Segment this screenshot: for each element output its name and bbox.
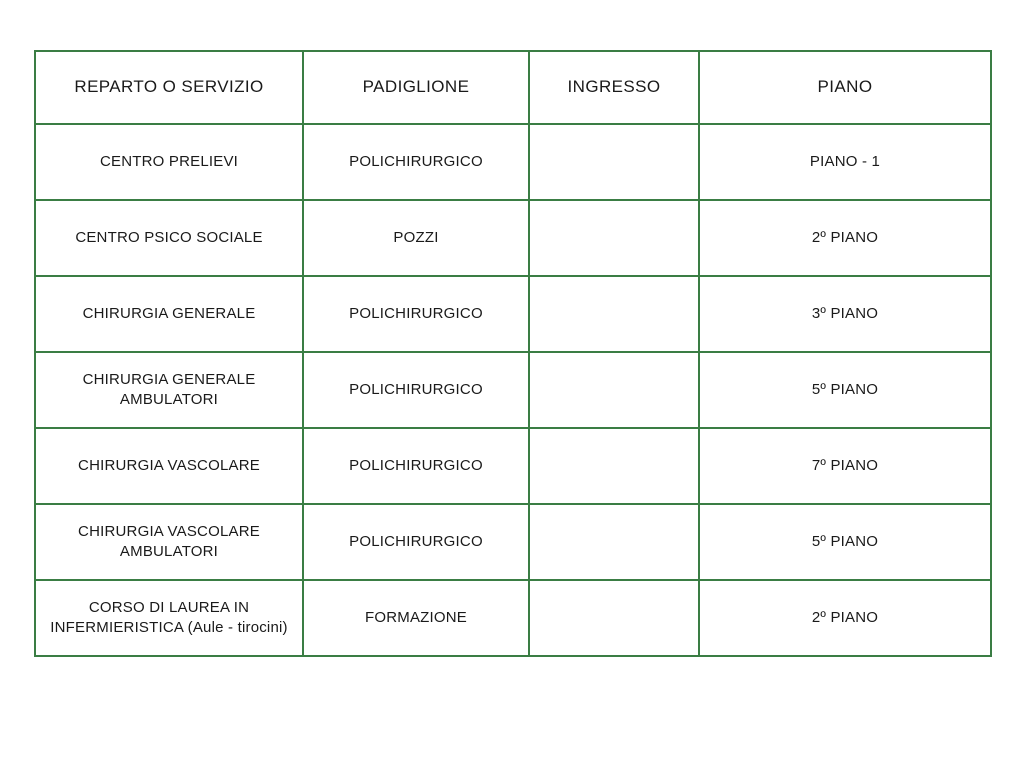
cell-pavilion: POLICHIRURGICO [303,352,529,428]
cell-service: CORSO DI LAUREA IN INFERMIERISTICA (Aule - tirocini) [35,580,303,656]
cell-pavilion: FORMAZIONE [303,580,529,656]
cell-service: CHIRURGIA GENERALE [35,276,303,352]
cell-floor: 3º PIANO [699,276,991,352]
cell-floor: 2º PIANO [699,200,991,276]
cell-entrance [529,580,699,656]
column-header-pavilion: PADIGLIONE [303,51,529,124]
cell-service: CENTRO PSICO SOCIALE [35,200,303,276]
cell-entrance [529,276,699,352]
cell-entrance [529,124,699,200]
table-body [35,124,991,656]
table-row [35,428,991,504]
column-header-floor: PIANO [699,51,991,124]
cell-pavilion: POLICHIRURGICO [303,124,529,200]
column-header-service: REPARTO O SERVIZIO [35,51,303,124]
table-row [35,580,991,656]
cell-pavilion: POZZI [303,200,529,276]
cell-floor: 5º PIANO [699,504,991,580]
cell-service: CENTRO PRELIEVI [35,124,303,200]
cell-entrance [529,352,699,428]
column-header-entrance: INGRESSO [529,51,699,124]
cell-entrance [529,200,699,276]
table-row [35,352,991,428]
cell-pavilion: POLICHIRURGICO [303,276,529,352]
cell-service: CHIRURGIA GENERALE AMBULATORI [35,352,303,428]
cell-service: CHIRURGIA VASCOLARE [35,428,303,504]
table-header [35,51,991,124]
cell-service: CHIRURGIA VASCOLARE AMBULATORI [35,504,303,580]
table-row [35,276,991,352]
table-row [35,200,991,276]
cell-floor: 2º PIANO [699,580,991,656]
table-header-row [35,51,991,124]
departments-table [34,50,992,657]
cell-floor: PIANO - 1 [699,124,991,200]
cell-floor: 7º PIANO [699,428,991,504]
cell-pavilion: POLICHIRURGICO [303,504,529,580]
table-row [35,124,991,200]
cell-entrance [529,428,699,504]
table-row [35,504,991,580]
cell-floor: 5º PIANO [699,352,991,428]
cell-entrance [529,504,699,580]
cell-pavilion: POLICHIRURGICO [303,428,529,504]
